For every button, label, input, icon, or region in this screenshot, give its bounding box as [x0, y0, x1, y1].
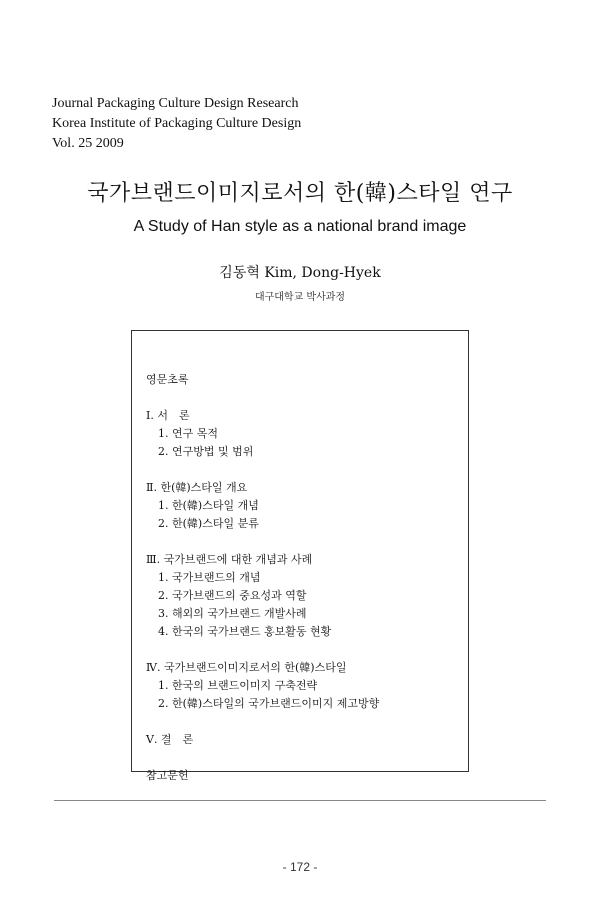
toc-section-1: Ⅰ. 서 론: [146, 409, 190, 422]
toc-section-4: Ⅳ. 국가브랜드이미지로서의 한(韓)스타일: [146, 661, 347, 674]
toc-item: 2. 국가브랜드의 중요성과 역할: [158, 589, 307, 602]
toc-item: 1. 연구 목적: [158, 427, 218, 440]
paper-title-english: A Study of Han style as a national brand image: [133, 218, 467, 235]
toc-section-2: Ⅱ. 한(韓)스타일 개요: [146, 481, 248, 494]
table-of-contents: [146, 371, 456, 785]
table-of-contents-box: [131, 330, 469, 782]
author-affiliation: 대구대학교 박사과정: [254, 292, 346, 303]
toc-references: 참고문헌: [146, 769, 189, 782]
toc-item: 2. 한(韓)스타일의 국가브랜드이미지 제고방향: [158, 697, 380, 710]
toc-abstract: 영문초록: [146, 373, 189, 386]
toc-section-3: Ⅲ. 국가브랜드에 대한 개념과 사례: [146, 553, 313, 566]
journal-name: Journal Packaging Culture Design Research: [52, 96, 299, 111]
toc-section-5: Ⅴ. 결 론: [146, 733, 194, 746]
journal-info: [52, 94, 552, 154]
toc-item: 2. 연구방법 및 범위: [158, 445, 254, 458]
paper-title-korean: 국가브랜드이미지로서의 한(韓)스타일 연구: [87, 181, 513, 206]
volume-year: Vol. 25 2009: [52, 136, 124, 151]
horizontal-divider: [54, 800, 546, 801]
toc-item: 1. 한국의 브랜드이미지 구축전략: [158, 679, 318, 692]
toc-item: 4. 한국의 국가브랜드 홍보활동 현황: [158, 625, 332, 638]
toc-item: 2. 한(韓)스타일 분류: [158, 517, 259, 530]
publisher-name: Korea Institute of Packaging Culture Design: [52, 116, 302, 131]
toc-item: 3. 해외의 국가브랜드 개발사례: [158, 607, 307, 620]
toc-item: 1. 국가브랜드의 개념: [158, 571, 261, 584]
author-name: 김동혁 Kim, Dong-Hyek: [219, 265, 381, 281]
page-number: - 172 -: [282, 860, 318, 874]
toc-item: 1. 한(韓)스타일 개념: [158, 499, 259, 512]
